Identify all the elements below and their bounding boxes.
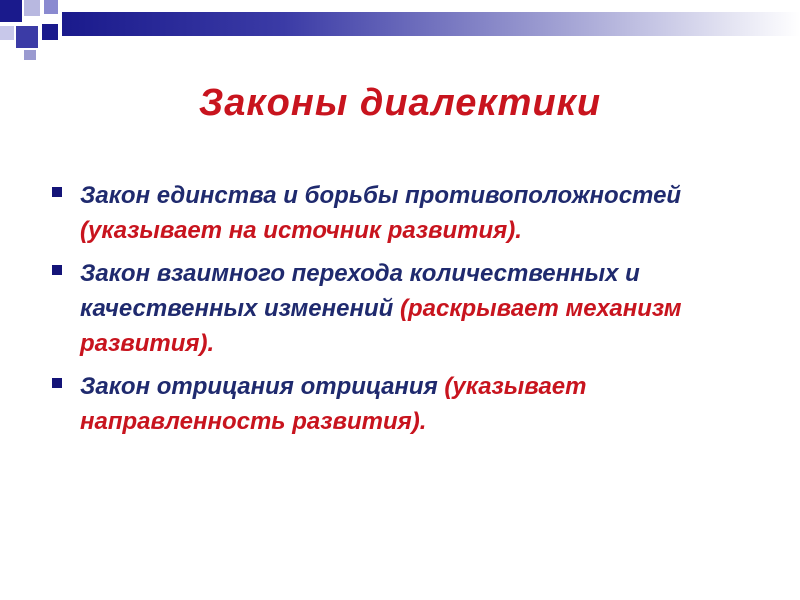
deco-square [0, 0, 22, 22]
slide-title: Законы диалектики [198, 82, 602, 124]
law-name: Закон взаимного перехода количественных и качественных изменений [80, 260, 640, 322]
law-name: Закон единства и борьбы противоположностей [80, 182, 682, 209]
deco-gradient-band [62, 12, 800, 36]
law-list [48, 178, 768, 447]
law-name: Закон отрицания отрицания [80, 373, 438, 400]
list-item [48, 369, 768, 439]
list-item [48, 256, 768, 361]
deco-square [24, 50, 36, 60]
law-note: (указывает направленность развития). [80, 373, 587, 435]
deco-square [42, 24, 58, 40]
deco-square [24, 0, 40, 16]
square-bullet-icon [52, 187, 62, 197]
square-bullet-icon [52, 378, 62, 388]
deco-square [16, 26, 38, 48]
law-note: (раскрывает механизм развития). [80, 295, 682, 357]
law-note: (указывает на источник развития). [80, 217, 522, 244]
square-bullet-icon [52, 265, 62, 275]
deco-square [0, 26, 14, 40]
deco-square [44, 0, 58, 14]
header-decoration [0, 0, 800, 60]
list-item [48, 178, 768, 248]
